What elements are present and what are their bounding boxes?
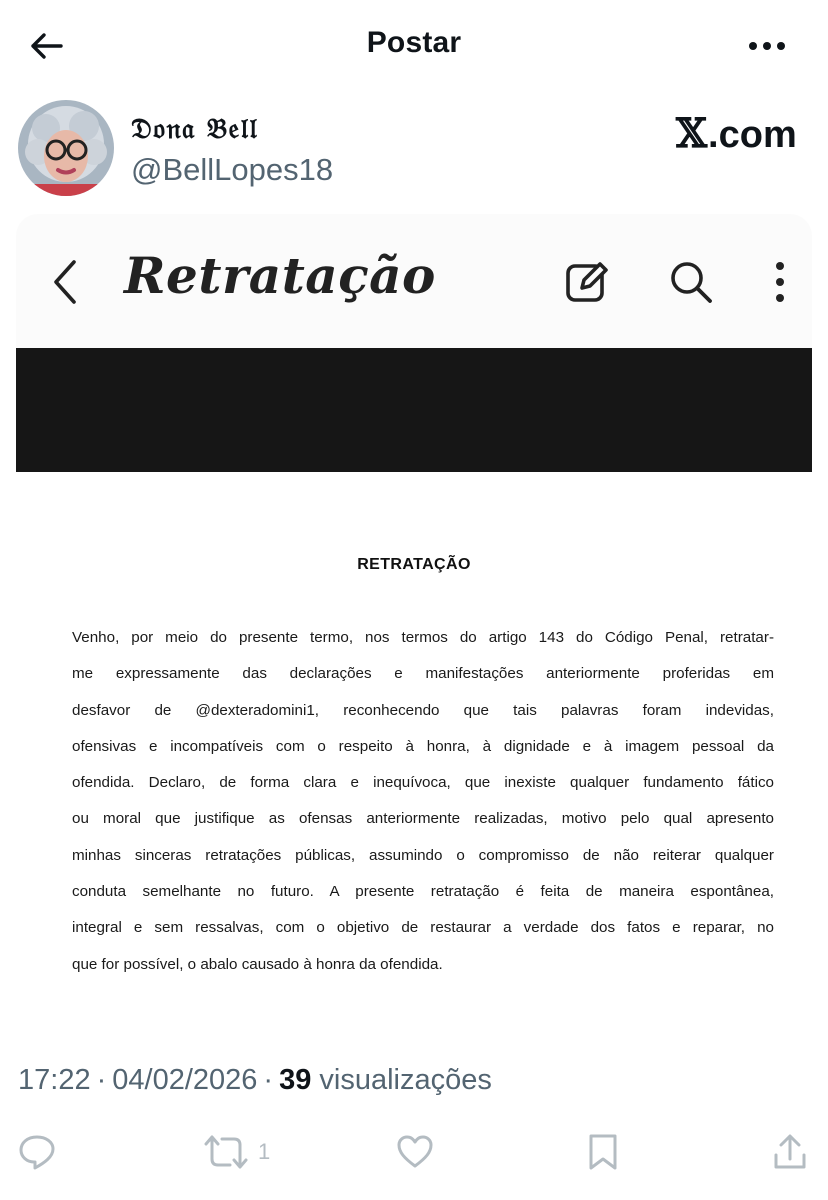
document-page: [16, 472, 812, 1014]
action-bar: [0, 1124, 828, 1180]
meta-separator: ·: [263, 1064, 274, 1096]
share-button[interactable]: [772, 1132, 808, 1172]
document-body: [72, 620, 774, 983]
post-image[interactable]: [16, 214, 812, 1014]
document-line: que for possível, o abalo causado à honra da ofendida.: [72, 955, 443, 973]
brand-suffix: .com: [708, 114, 797, 156]
views-count: 39: [279, 1064, 312, 1096]
x-logo-icon: 𝕏: [676, 110, 708, 157]
document-line: ofensivas e incompatíveis com o respeito à honra, à dignidade e à imagem pessoal da: [72, 737, 774, 755]
redacted-block: [16, 348, 812, 472]
edit-icon: [562, 258, 610, 306]
heart-icon: [396, 1133, 434, 1171]
search-icon: [667, 258, 715, 306]
more-options-button[interactable]: [745, 26, 789, 66]
author-display-name[interactable]: 𝔇𝔬𝔫𝔞 𝔅𝔢𝔩𝔩: [131, 112, 259, 145]
more-horizontal-icon: [748, 41, 786, 51]
document-line: integral e sem ressalvas, com o objetivo de restaurar a verdade dos fatos e reparar, no: [72, 919, 774, 937]
document-heading: RETRATAÇÃO: [357, 556, 471, 573]
reply-button[interactable]: [18, 1132, 56, 1172]
views-label: visualizações: [319, 1064, 492, 1096]
repost-icon: [204, 1133, 248, 1171]
avatar[interactable]: [18, 100, 114, 196]
post-meta: [18, 1064, 492, 1097]
document-line: me expressamente das declarações e manifestações anteriormente proferidas em: [72, 665, 774, 683]
document-line: ou moral que justifique as ofensas anteriormente realizadas, motivo pelo qual apresento: [72, 810, 774, 828]
document-line: desfavor de @dexteradomini1, reconhecendo que tais palavras foram indevidas,: [72, 701, 774, 719]
more-vertical-icon: [764, 258, 796, 306]
document-app-toolbar: [16, 214, 812, 348]
share-icon: [772, 1133, 808, 1171]
reply-icon: [18, 1133, 56, 1171]
document-line: Venho, por meio do presente termo, nos termos do artigo 143 do Código Penal, retratar-: [72, 629, 774, 646]
bookmark-icon: [586, 1133, 620, 1171]
author-handle[interactable]: @BellLopes18: [131, 152, 334, 187]
avatar-photo-icon: [18, 100, 114, 196]
like-button[interactable]: [396, 1132, 434, 1172]
top-bar: [0, 0, 828, 90]
repost-count: 1: [258, 1139, 271, 1164]
document-line: minhas sinceras retratações públicas, assumindo o compromisso de não reiterar qualquer: [72, 846, 774, 864]
chevron-left-icon: [46, 256, 86, 308]
bookmark-button[interactable]: [586, 1132, 620, 1172]
post-time[interactable]: 17:22: [18, 1064, 91, 1096]
meta-separator: ·: [96, 1064, 107, 1096]
page-title: Postar: [366, 26, 462, 59]
x-com-logo: [676, 110, 797, 157]
document-app-title: Retratação: [124, 246, 436, 305]
post-date[interactable]: 04/02/2026: [112, 1064, 258, 1096]
repost-button[interactable]: [204, 1132, 270, 1172]
document-line: ofendida. Declaro, de forma clara e inequívoca, que inexiste qualquer fundamento fático: [72, 774, 774, 792]
document-line: conduta semelhante no futuro. A presente retratação é feita de maneira espontânea,: [72, 883, 774, 901]
